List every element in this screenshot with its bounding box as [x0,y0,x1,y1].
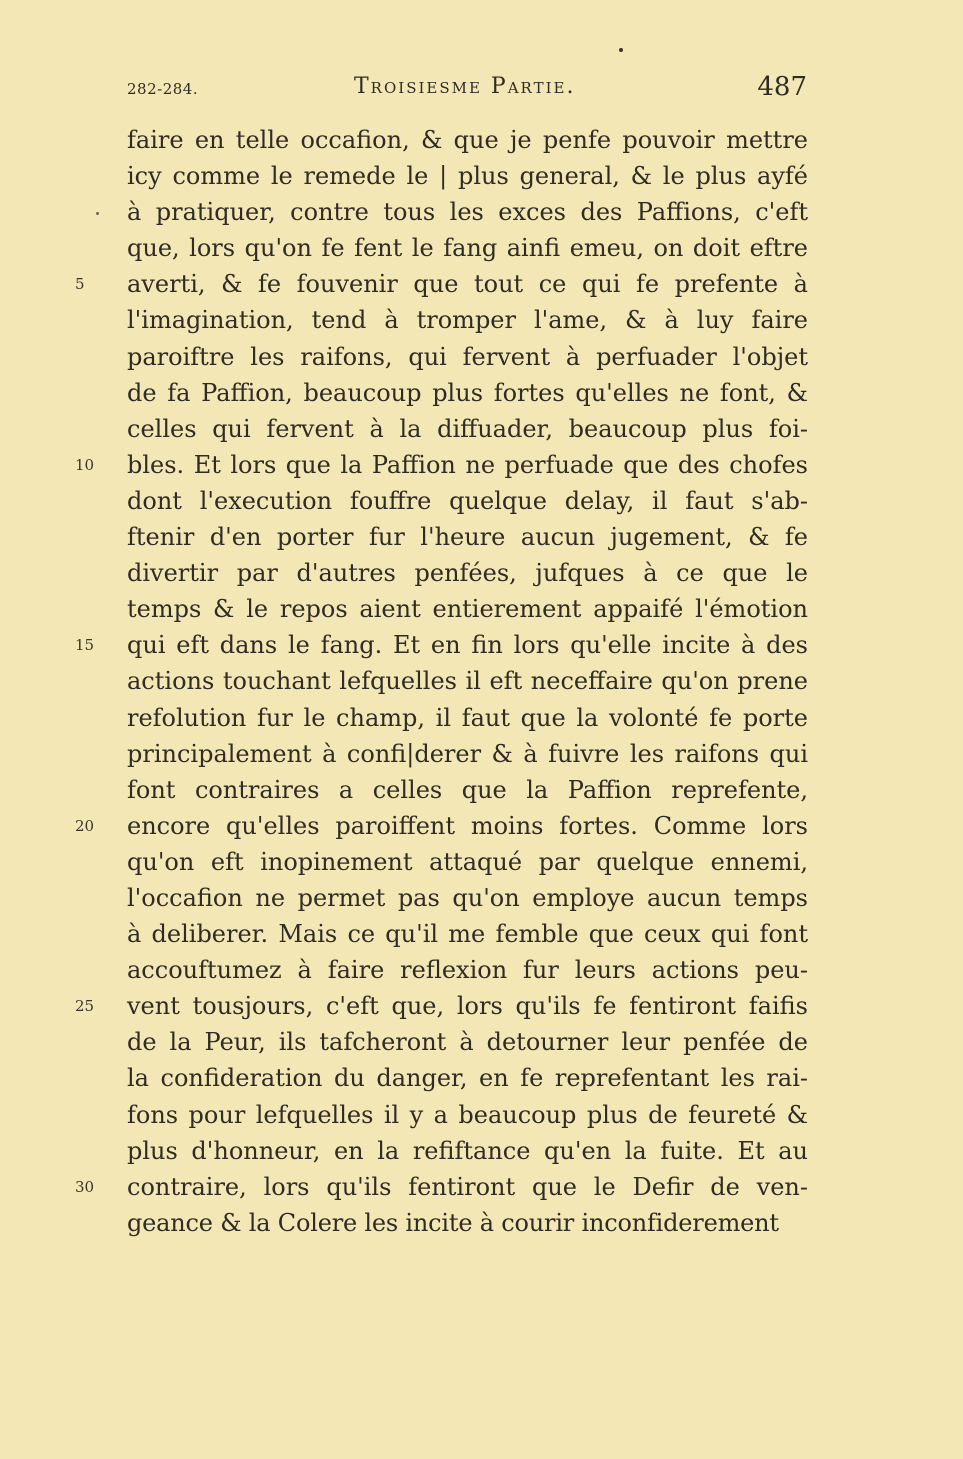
line-text: l'imagination, tend à tromper l'ame, & à luy faire [127,306,808,335]
line-number: 20 [75,816,95,835]
line-text: geance & la Colere les incite à courir inconfiderement [127,1208,779,1237]
line-text: vent tousjours, c'eft que, lors qu'ils fe fentiront faifis [127,992,808,1021]
text-line [127,772,808,808]
line-text: refolution fur le champ, il faut que la volonté fe porte [127,703,808,732]
line-text: celles qui fervent à la diffuader, beaucoup plus foi- [127,414,808,443]
line-text: que, lors qu'on fe fent le fang ainfi emeu, on doit eftre [127,234,808,263]
text-line [127,1024,808,1060]
line-text: contraire, lors qu'ils fentiront que le Defir de ven- [127,1172,808,1201]
text-line [127,122,808,158]
line-text: qui eft dans le fang. Et en fin lors qu'elle incite à des [127,631,808,660]
line-text: averti, & fe fouvenir que tout ce qui fe prefente à [127,270,808,299]
line-text: plus d'honneur, en la refiftance qu'en la fuite. Et au [127,1136,808,1165]
line-text: faire en telle occafion, & que je penfe pouvoir mettre [127,126,808,154]
line-text: accouftumez à faire reflexion fur leurs actions peu- [127,956,808,985]
ink-speck [619,48,623,52]
text-line [127,194,808,230]
body-text [75,122,808,1241]
line-text: paroiftre les raifons, qui fervent à perfuader l'objet [127,342,808,371]
line-text: bles. Et lors que la Paffion ne perfuade que des chofes [127,450,808,479]
line-text: dont l'execution fouffre quelque delay, il faut s'ab- [127,486,808,515]
text-line [127,1205,808,1241]
line-text: de la Peur, ils tafcheront à detourner leur penfée de [127,1028,808,1057]
text-line [127,230,808,266]
line-number: 5 [75,275,85,294]
text-line [127,916,808,952]
text-line [127,302,808,338]
text-line [127,700,808,736]
text-line [75,988,808,1024]
line-text: encore qu'elles paroiffent moins fortes. Comme lors [127,811,808,840]
text-line [127,663,808,699]
text-line [127,519,808,555]
text-line [127,844,808,880]
line-number: 30 [75,1177,95,1196]
line-text: temps & le repos aient entierement appaifé l'émotion [127,595,808,624]
text-line [127,411,808,447]
header-section-range: 282-284. [127,80,199,98]
line-number: 10 [75,455,95,474]
line-text: de fa Paffion, beaucoup plus fortes qu'elles ne font, & [127,378,808,407]
running-header [127,72,807,108]
text-line [75,1169,808,1205]
text-line [127,339,808,375]
line-text: ftenir d'en porter fur l'heure aucun jugement, & fe [127,523,808,552]
line-text: font contraires a celles que la Paffion reprefente, [127,775,808,804]
text-line [75,627,808,663]
text-line [75,266,808,302]
header-part-title: Troisiesme Partie. [354,74,576,99]
text-line [127,375,808,411]
line-text: icy comme le remede le | plus general, & le plus ayfé [127,162,808,191]
line-text: fons pour lefquelles il y a beaucoup plus de feureté & [127,1100,808,1129]
text-line [127,158,808,194]
text-line [127,591,808,627]
line-number: 15 [75,636,95,655]
text-line [75,447,808,483]
text-line [127,952,808,988]
margin-speck [96,212,99,215]
text-line [127,483,808,519]
text-line [127,1060,808,1096]
text-line [127,880,808,916]
line-text: principalement à confi|derer & à fuivre les raifons qui [127,739,808,768]
line-text: l'occafion ne permet pas qu'on employe aucun temps [127,883,808,912]
text-line [127,736,808,772]
page-number: 487 [757,72,807,102]
text-line [127,555,808,591]
text-line [127,1097,808,1133]
line-text: à pratiquer, contre tous les exces des Paffions, c'eft [127,198,808,227]
line-text: qu'on eft inopinement attaqué par quelque ennemi, [127,847,808,876]
line-text: divertir par d'autres penfées, jufques à ce que le [127,559,808,588]
line-text: actions touchant lefquelles il eft neceffaire qu'on prene [127,667,808,696]
text-line [75,808,808,844]
line-text: à deliberer. Mais ce qu'il me femble que ceux qui font [127,920,808,949]
text-line [127,1133,808,1169]
line-text: la confideration du danger, en fe reprefentant les rai- [127,1064,808,1093]
line-number: 25 [75,997,95,1016]
